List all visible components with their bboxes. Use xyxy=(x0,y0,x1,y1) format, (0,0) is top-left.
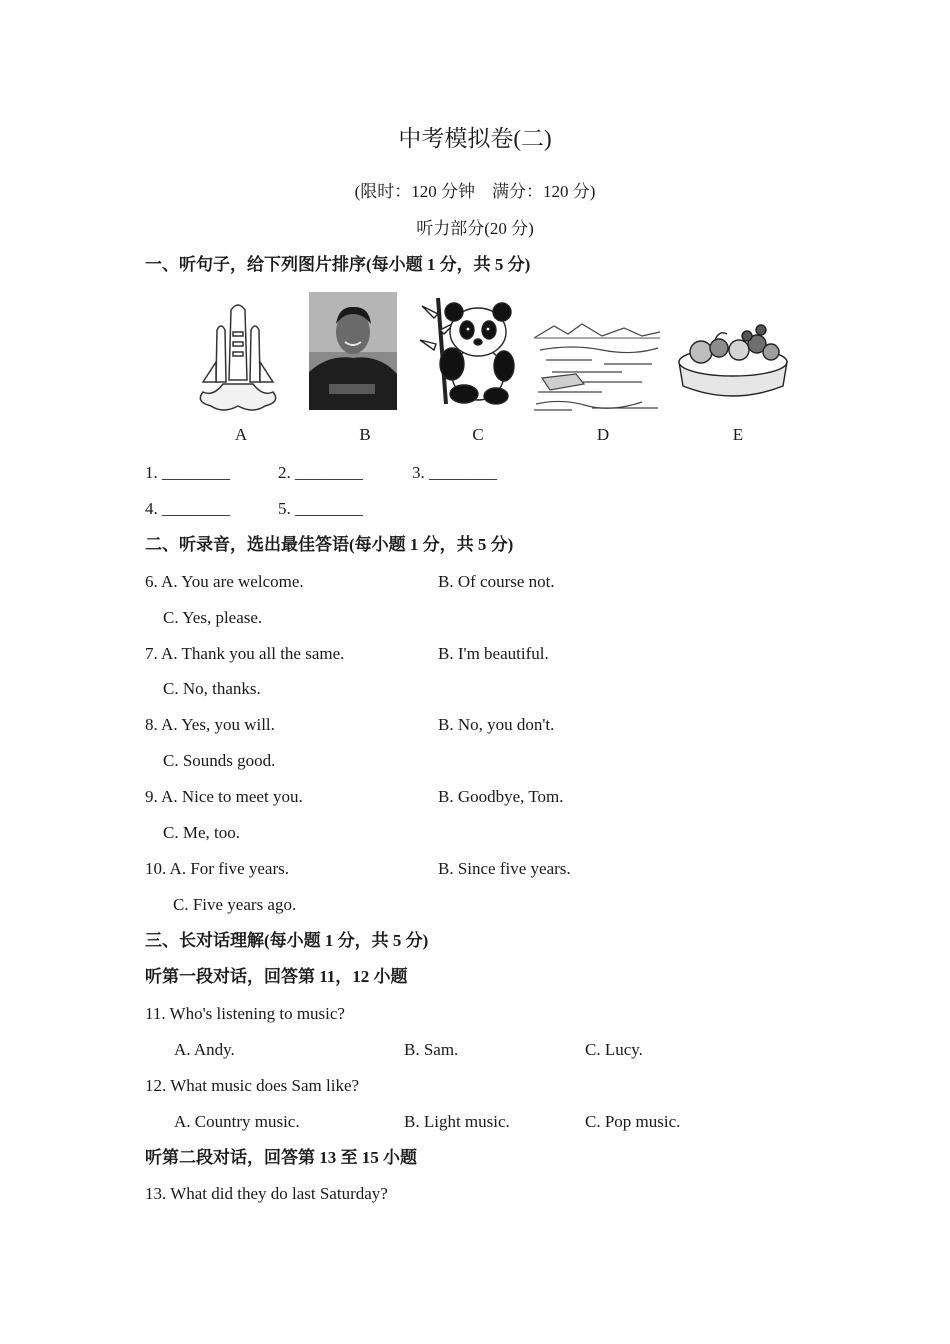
q7-option-c: C. No, thanks. xyxy=(163,679,261,698)
section3-heading: 三、长对话理解(每小题 1 分，共 5 分) xyxy=(145,931,429,950)
q12-option-b: B. Light music. xyxy=(404,1112,510,1131)
q8-option-c: C. Sounds good. xyxy=(163,751,276,770)
part-heading: 听力部分(20 分) xyxy=(416,219,534,238)
panda-icon xyxy=(416,294,516,406)
q10-option-b: B. Since five years. xyxy=(438,859,571,878)
section1-heading: 一、听句子，给下列图片排序(每小题 1 分，共 5 分) xyxy=(145,255,531,274)
q9-option-a: 9. A. Nice to meet you. xyxy=(145,787,303,806)
q8-option-b: B. No, you don't. xyxy=(438,715,555,734)
q11-stem: 11. Who's listening to music? xyxy=(145,1004,345,1023)
q11-option-c: C. Lucy. xyxy=(585,1040,643,1059)
lake-mountain-icon xyxy=(532,320,662,412)
picture-label-b: B xyxy=(359,425,371,444)
picture-label-d: D xyxy=(596,425,610,444)
q13-stem: 13. What did they do last Saturday? xyxy=(145,1184,388,1203)
q9-option-c: C. Me, too. xyxy=(163,823,240,842)
picture-label-a: A xyxy=(234,425,248,444)
q12-stem: 12. What music does Sam like? xyxy=(145,1076,360,1095)
q12-option-c: C. Pop music. xyxy=(585,1112,681,1131)
picture-label-e: E xyxy=(732,425,744,444)
q6-option-a: 6. A. You are welcome. xyxy=(145,572,304,591)
q12-option-a: A. Country music. xyxy=(174,1112,300,1131)
q10-option-a: 10. A. For five years. xyxy=(145,859,290,878)
answer-blank-3[interactable]: 3. ________ xyxy=(412,463,497,482)
answer-blank-5[interactable]: 5. ________ xyxy=(278,499,363,518)
answer-blank-2[interactable]: 2. ________ xyxy=(278,463,363,482)
fruit-cake-icon xyxy=(675,322,791,404)
q6-option-c: C. Yes, please. xyxy=(163,608,263,627)
q8-option-a: 8. A. Yes, you will. xyxy=(145,715,275,734)
page-title: 中考模拟卷(二) xyxy=(398,126,552,151)
answer-blank-4[interactable]: 4. ________ xyxy=(145,499,230,518)
q7-option-b: B. I'm beautiful. xyxy=(438,644,549,663)
rocket-icon xyxy=(183,302,293,412)
dialog2-instruction: 听第二段对话，回答第 13 至 15 小题 xyxy=(145,1148,417,1167)
man-photo xyxy=(309,292,397,410)
dialog1-instruction: 听第一段对话，回答第 11，12 小题 xyxy=(145,967,408,986)
q7-option-a: 7. A. Thank you all the same. xyxy=(145,644,345,663)
q11-option-b: B. Sam. xyxy=(404,1040,459,1059)
answer-blank-1[interactable]: 1. ________ xyxy=(145,463,230,482)
q6-option-b: B. Of course not. xyxy=(438,572,555,591)
q9-option-b: B. Goodbye, Tom. xyxy=(438,787,564,806)
picture-row xyxy=(0,292,950,412)
q10-option-c: C. Five years ago. xyxy=(173,895,297,914)
section2-heading: 二、听录音，选出最佳答语(每小题 1 分，共 5 分) xyxy=(145,535,514,554)
time-limit: (限时：120 分钟 满分：120 分) xyxy=(354,182,596,201)
picture-label-c: C xyxy=(472,425,484,444)
q11-option-a: A. Andy. xyxy=(174,1040,235,1059)
